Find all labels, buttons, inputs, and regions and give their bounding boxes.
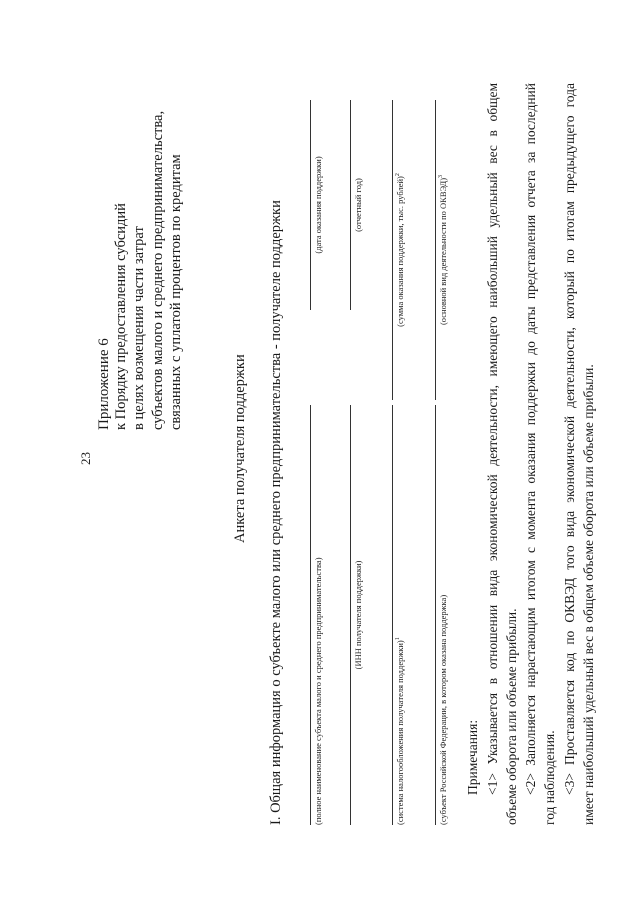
- note-2-line-2: год наблюдения.: [542, 730, 557, 825]
- field-caption-reporting-year: (отчетный год): [353, 178, 363, 232]
- field-caption-full-name: (полное наименование субъекта малого и среднего предпринимательства): [313, 557, 323, 825]
- footnote-ref-3: 3: [438, 174, 445, 178]
- field-caption-support-date: (дата оказания поддержки): [313, 156, 323, 254]
- field-line-inn: [350, 405, 351, 825]
- field-caption-tax-system: (система налогообложения получателя поддержки)$^1$: [395, 637, 405, 825]
- note-1-line-2: объеме оборота или объеме прибыли.: [504, 608, 519, 825]
- field-line-reporting-year: [350, 100, 351, 310]
- note-3-line-1: <3> Проставляется код по ОКВЭД того вида экономической деятельности, который по итогам предыдущего года: [562, 83, 577, 795]
- appendix-line: к Порядку предоставления субсидий: [113, 203, 129, 430]
- note-1-line-1: <1> Указывается в отношении вида экономической деятельности, имеющего наибольший удельный вес в общем: [485, 83, 500, 795]
- page-number: 23: [78, 452, 93, 465]
- notes-heading: Примечания:: [465, 719, 480, 795]
- appendix-line: субъектов малого и среднего предпринимательства,: [150, 110, 166, 430]
- footnote-ref-2: 2: [395, 173, 402, 177]
- field-caption-region: (субъект Российской Федерации, в котором оказана поддержка): [438, 594, 448, 825]
- field-caption-okved: (основной вид деятельности по ОКВЭД)$^3$: [438, 174, 448, 326]
- appendix-line: в целях возмещения части затрат: [131, 226, 147, 430]
- field-caption-inn: (ИНН получателя поддержки): [353, 560, 363, 670]
- field-line-region: [435, 405, 436, 825]
- section-title: I. Общая информация о субъекте малого или среднего предпринимательства - получателе поддержки: [268, 200, 284, 825]
- note-3-line-2: имеет наибольший удельный вес в общем объеме оборота или объеме прибыли.: [581, 364, 596, 825]
- footnote-ref-1: 1: [395, 637, 402, 641]
- field-line-tax-system: [392, 405, 393, 825]
- appendix-title: Приложение 6: [96, 338, 112, 430]
- form-title: Анкета получателя поддержки: [232, 354, 248, 543]
- note-2-line-1: <2> Заполняется нарастающим итогом с момента оказания поддержки до даты представления отчета за последний: [523, 83, 538, 795]
- field-line-support-date: [310, 100, 311, 310]
- field-line-support-amount: [392, 100, 393, 400]
- appendix-line: связанных с уплатой процентов по кредитам: [168, 154, 184, 430]
- field-line-full-name: [310, 405, 311, 825]
- field-line-okved: [435, 100, 436, 400]
- field-caption-support-amount: (сумма оказания поддержки, тыс. рублей)$^2$: [395, 173, 405, 327]
